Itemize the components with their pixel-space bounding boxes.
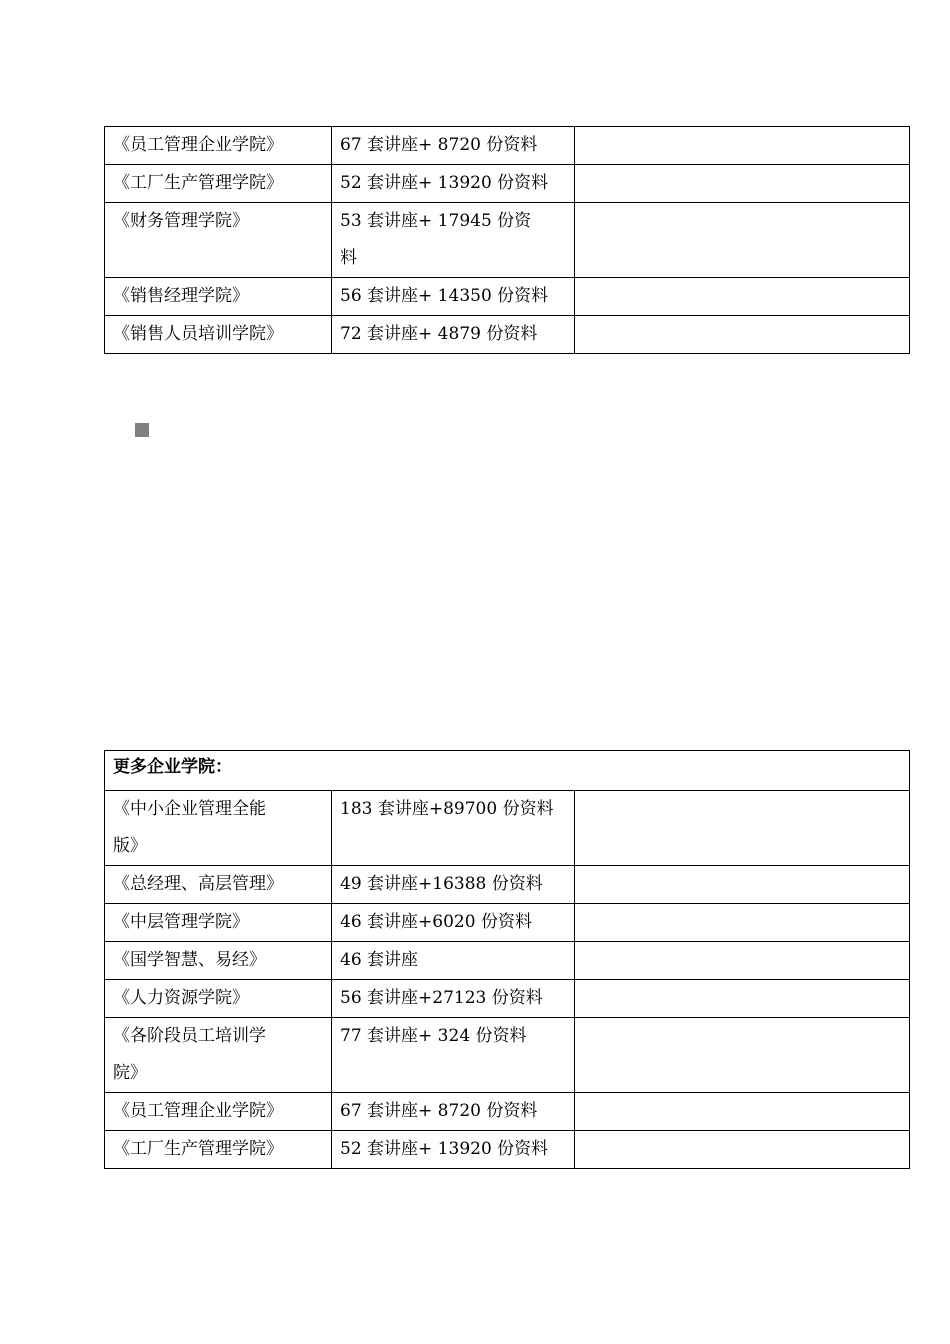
course-extra [575, 316, 910, 354]
course-name: 《国学智慧、易经》 [105, 942, 332, 980]
table-row [105, 127, 910, 165]
course-name: 《中小企业管理全能版》 [105, 791, 332, 866]
course-extra [575, 127, 910, 165]
course-detail: 56 套讲座+ 14350 份资料 [332, 278, 575, 316]
table-header-row [105, 751, 910, 791]
course-detail: 49 套讲座+16388 份资料 [332, 866, 575, 904]
course-extra [575, 904, 910, 942]
course-detail: 77 套讲座+ 324 份资料 [332, 1018, 575, 1093]
course-name: 《工厂生产管理学院》 [105, 165, 332, 203]
course-detail: 52 套讲座+ 13920 份资料 [332, 1131, 575, 1169]
course-name: 《总经理、高层管理》 [105, 866, 332, 904]
course-detail: 53 套讲座+ 17945 份资料 [332, 203, 575, 278]
course-detail: 46 套讲座 [332, 942, 575, 980]
course-extra [575, 1018, 910, 1093]
course-table-2 [104, 750, 910, 1169]
course-name: 《各阶段员工培训学院》 [105, 1018, 332, 1093]
course-table-1 [104, 126, 910, 354]
table-row [105, 1018, 910, 1093]
course-detail: 67 套讲座+ 8720 份资料 [332, 1093, 575, 1131]
course-extra [575, 791, 910, 866]
table-row [105, 165, 910, 203]
course-name: 《中层管理学院》 [105, 904, 332, 942]
course-detail: 46 套讲座+6020 份资料 [332, 904, 575, 942]
table-row [105, 1093, 910, 1131]
course-detail: 72 套讲座+ 4879 份资料 [332, 316, 575, 354]
table-row [105, 866, 910, 904]
table-row [105, 791, 910, 866]
table-row [105, 203, 910, 278]
square-bullet-icon [135, 423, 149, 437]
course-extra [575, 942, 910, 980]
course-name: 《销售人员培训学院》 [105, 316, 332, 354]
course-detail: 56 套讲座+27123 份资料 [332, 980, 575, 1018]
table-row [105, 278, 910, 316]
table-header: 更多企业学院： [105, 751, 910, 791]
course-extra [575, 1093, 910, 1131]
table-row [105, 316, 910, 354]
course-extra [575, 165, 910, 203]
course-name: 《员工管理企业学院》 [105, 127, 332, 165]
course-detail: 52 套讲座+ 13920 份资料 [332, 165, 575, 203]
course-name: 《销售经理学院》 [105, 278, 332, 316]
course-detail: 183 套讲座+89700 份资料 [332, 791, 575, 866]
course-name: 《工厂生产管理学院》 [105, 1131, 332, 1169]
table-row [105, 904, 910, 942]
table-row [105, 1131, 910, 1169]
course-extra [575, 866, 910, 904]
course-extra [575, 980, 910, 1018]
course-extra [575, 203, 910, 278]
course-detail: 67 套讲座+ 8720 份资料 [332, 127, 575, 165]
course-extra [575, 1131, 910, 1169]
table-row [105, 942, 910, 980]
course-name: 《财务管理学院》 [105, 203, 332, 278]
course-extra [575, 278, 910, 316]
table-row [105, 980, 910, 1018]
course-name: 《员工管理企业学院》 [105, 1093, 332, 1131]
course-name: 《人力资源学院》 [105, 980, 332, 1018]
